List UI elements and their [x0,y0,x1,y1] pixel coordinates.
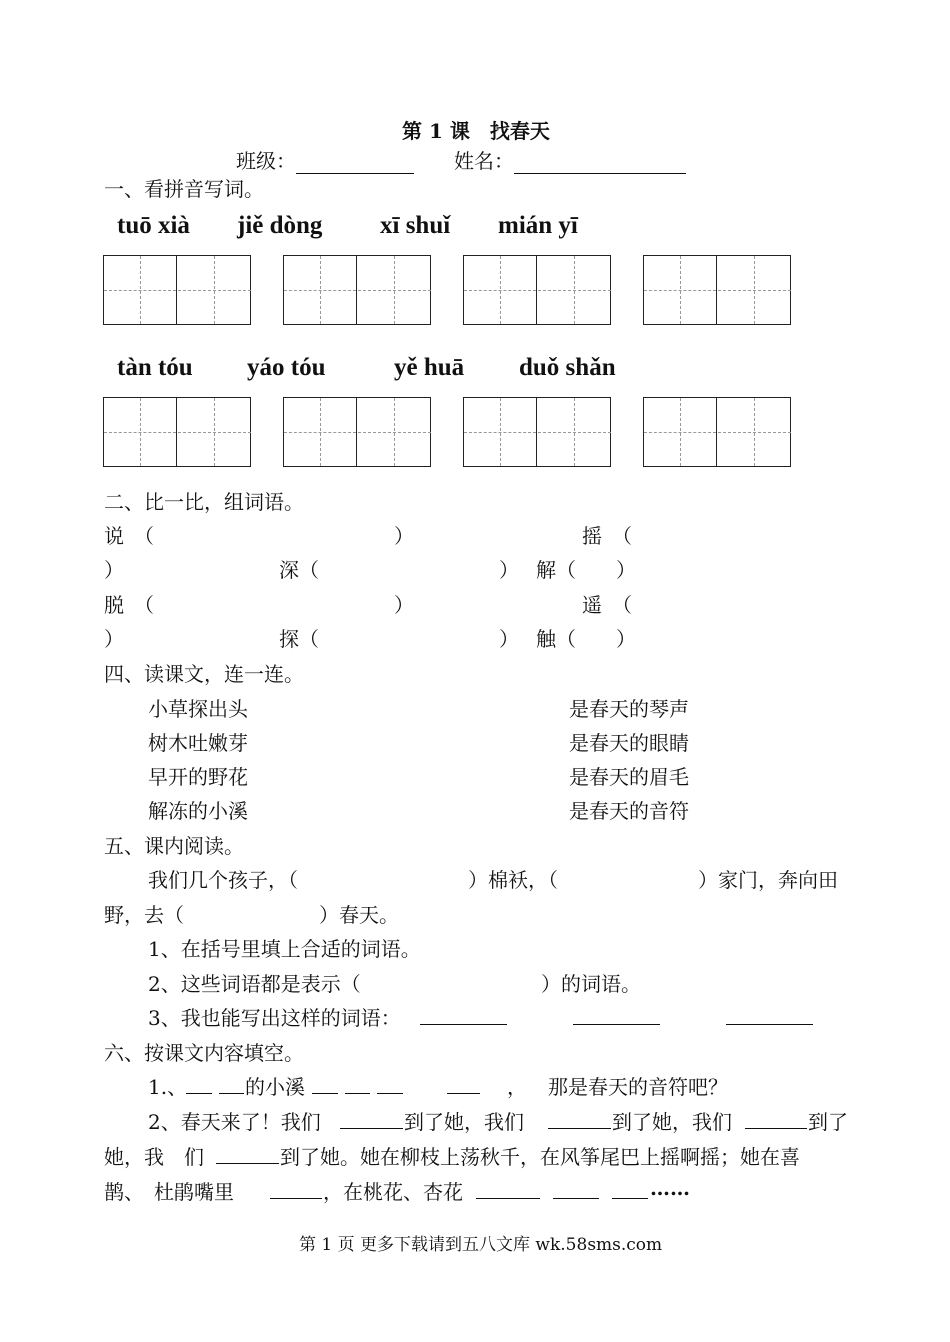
fill-text: 那是春天的音符吧？ [548,1075,728,1099]
section2-heading: 二、比一比，组词语。 [104,490,304,514]
fill-text: …… [650,1176,690,1200]
match-left-item[interactable]: 树木吐嫩芽 [148,731,248,755]
class-label: 班级： [236,149,296,173]
compare-item: ） [104,627,124,651]
match-left-item[interactable]: 解冻的小溪 [148,799,248,823]
compare-item: 解（ ） [536,558,636,582]
writing-grid[interactable] [103,397,251,467]
name-field [454,145,686,174]
pinyin-7: yě huā [394,354,465,381]
compare-item: 脱 （ [104,593,154,617]
question-2: 2、这些词语都是表示（ [148,972,361,996]
page-title: 第 1 课 找春天 [402,119,550,143]
answer-blank[interactable] [340,1108,403,1129]
pinyin-5: tàn tóu [117,354,193,381]
compare-item: 遥 （ [582,593,632,617]
writing-grid[interactable] [103,255,251,325]
fill-text: ， [507,1075,527,1099]
writing-grid[interactable] [283,255,431,325]
pinyin-6: yáo tóu [247,354,326,381]
question-3: 3、我也能写出这样的词语： [148,1006,401,1030]
fill-text: 到了 [808,1110,848,1134]
answer-blank[interactable] [216,1143,279,1164]
passage-text: 野，去（ [104,903,184,927]
passage-text: ）家门，奔向田 [698,868,838,892]
passage-text: ）春天。 [319,903,399,927]
compare-item: ） [394,524,414,548]
name-label: 姓名： [454,149,514,173]
match-right-item[interactable]: 是春天的眼睛 [569,731,689,755]
fill-text: 到了她。她在柳枝上荡秋千，在风筝尾巴上摇啊摇；她在喜 [280,1145,800,1169]
section4-heading: 四、读课文，连一连。 [104,662,304,686]
fill-text: 的小溪 [245,1075,305,1099]
match-right-item[interactable]: 是春天的眉毛 [569,765,689,789]
fill-text: 到了她，我们 [404,1110,524,1134]
fill-text: 到了她，我们 [612,1110,732,1134]
match-right-item[interactable]: 是春天的音符 [569,799,689,823]
answer-blank[interactable] [270,1178,322,1199]
answer-blank[interactable] [186,1073,212,1094]
answer-blank[interactable] [377,1073,403,1094]
compare-item: ） [104,558,124,582]
compare-item: 触（ ） [536,627,636,651]
class-blank[interactable] [296,153,414,174]
fill-text: ，在桃花、杏花 [323,1180,463,1204]
pinyin-2: jiě dòng [237,212,323,239]
answer-blank[interactable] [726,1004,813,1025]
fill-text: 1.、 [148,1075,188,1099]
answer-blank[interactable] [420,1004,507,1025]
page-footer: 第 1 页 更多下载请到五八文库 wk.58sms.com [299,1235,663,1255]
answer-blank[interactable] [345,1073,370,1094]
question-2-end: ）的词语。 [541,972,641,996]
compare-item: 说 （ [104,524,154,548]
answer-blank[interactable] [548,1108,611,1129]
answer-blank[interactable] [219,1073,244,1094]
match-left-item[interactable]: 早开的野花 [148,765,248,789]
compare-item: 摇 （ [582,524,632,548]
match-left-item[interactable]: 小草探出头 [148,697,248,721]
compare-item: 深（ [279,558,319,582]
answer-blank[interactable] [312,1073,338,1094]
section5-heading: 五、课内阅读。 [104,834,244,858]
answer-blank[interactable] [612,1178,648,1199]
writing-grid[interactable] [643,255,791,325]
compare-item: ） [499,558,519,582]
section1-heading: 一、看拼音写词。 [104,177,264,201]
pinyin-1: tuō xià [117,212,190,239]
class-field [236,145,414,174]
pinyin-8: duǒ shǎn [519,354,616,381]
answer-blank[interactable] [447,1073,480,1094]
answer-blank[interactable] [553,1178,599,1199]
answer-blank[interactable] [476,1178,540,1199]
compare-item: ） [394,593,414,617]
writing-grid[interactable] [463,397,611,467]
section6-heading: 六、按课文内容填空。 [104,1041,304,1065]
pinyin-3: xī shuǐ [380,212,451,239]
match-right-item[interactable]: 是春天的琴声 [569,697,689,721]
fill-text: 她，我 们 [104,1145,204,1169]
fill-text: 鹊、 杜鹃嘴里 [104,1180,234,1204]
answer-blank[interactable] [745,1108,807,1129]
writing-grid[interactable] [643,397,791,467]
passage-text: 我们几个孩子，（ [148,868,298,892]
name-blank[interactable] [514,153,686,174]
writing-grid[interactable] [283,397,431,467]
passage-text: ）棉袄，（ [468,868,558,892]
pinyin-4: mián yī [498,212,578,239]
compare-item: ） [499,627,519,651]
fill-text: 2、春天来了！我们 [148,1110,321,1134]
answer-blank[interactable] [573,1004,660,1025]
writing-grid[interactable] [463,255,611,325]
compare-item: 探（ [279,627,319,651]
question-1: 1、在括号里填上合适的词语。 [148,937,421,961]
